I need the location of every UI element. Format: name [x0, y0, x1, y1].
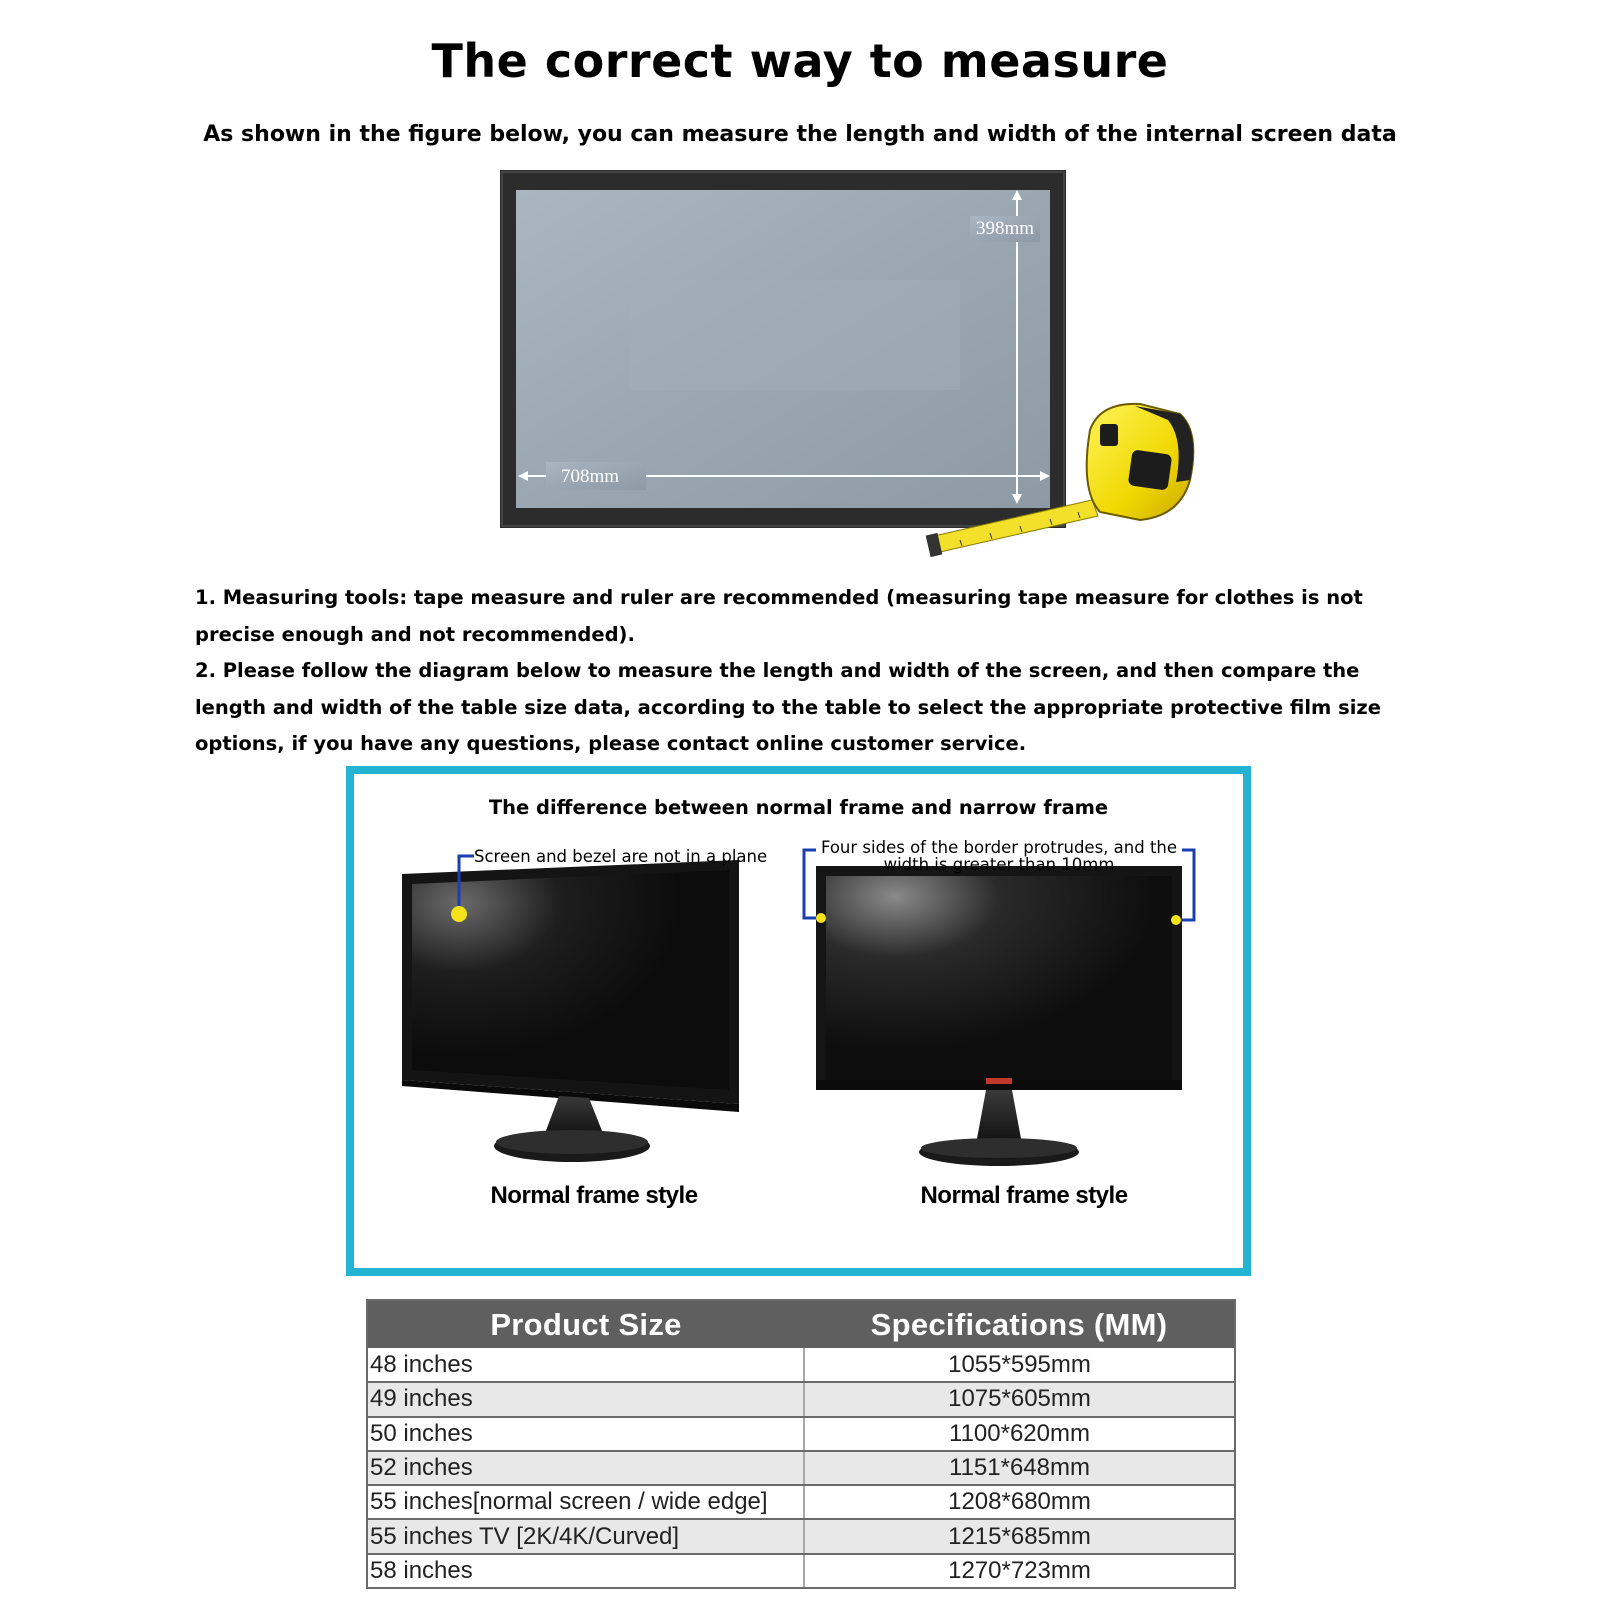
comparison-title: The difference between normal frame and narrow frame [488, 796, 1109, 819]
cell-specification: 1055*595mm [804, 1348, 1235, 1382]
page-subtitle: As shown in the figure below, you can measure the length and width of the internal screen data [203, 122, 1397, 147]
cell-specification: 1270*723mm [804, 1554, 1235, 1588]
table-header-row [367, 1300, 1235, 1348]
measurement-monitor-illustration [500, 170, 1240, 570]
page-title: The correct way to measure [431, 34, 1169, 88]
column-header-product-size: Product Size [367, 1300, 804, 1348]
left-monitor-caption: Normal frame style [490, 1182, 698, 1209]
table-row [367, 1519, 1235, 1553]
instruction-item-2: 2. Please follow the diagram below to measure the length and width of the screen, and then compare the length and width of the table size data, according to the table to select the appropriate protective film size options, if you have any questions, please contact online customer service. [195, 659, 1381, 755]
table-row [367, 1451, 1235, 1485]
column-header-specifications: Specifications (MM) [804, 1300, 1235, 1348]
cell-product-size: 50 inches [367, 1417, 804, 1451]
width-dimension-label: 708mm [560, 466, 620, 487]
measuring-instructions [195, 580, 1435, 763]
table-row [367, 1417, 1235, 1451]
height-dimension-label: 398mm [975, 218, 1035, 239]
cell-specification: 1208*680mm [804, 1485, 1235, 1519]
size-specification-table [366, 1299, 1236, 1589]
cell-product-size: 55 inches TV [2K/4K/Curved] [367, 1519, 804, 1553]
right-monitor-note: Four sides of the border protrudes, and the width is greater than 10mm [820, 838, 1178, 874]
cell-product-size: 49 inches [367, 1382, 804, 1416]
narrow-frame-monitor [804, 850, 1194, 1166]
cell-specification: 1151*648mm [804, 1451, 1235, 1485]
right-monitor-caption: Normal frame style [920, 1182, 1128, 1209]
right-edge-marker-dot [1171, 915, 1181, 925]
table-row [367, 1554, 1235, 1588]
frame-comparison-panel [346, 766, 1251, 1276]
left-monitor-note: Screen and bezel are not in a plane [474, 847, 768, 866]
normal-frame-monitor [402, 856, 739, 1162]
table-row [367, 1485, 1235, 1519]
cell-product-size: 48 inches [367, 1348, 804, 1382]
cell-product-size: 52 inches [367, 1451, 804, 1485]
instruction-item-1: 1. Measuring tools: tape measure and ruler are recommended (measuring tape measure for clothes is not precise enough and not recommended). [195, 586, 1363, 646]
cell-specification: 1100*620mm [804, 1417, 1235, 1451]
cell-product-size: 55 inches[normal screen / wide edge] [367, 1485, 804, 1519]
cell-specification: 1215*685mm [804, 1519, 1235, 1553]
table-row [367, 1382, 1235, 1416]
cell-product-size: 58 inches [367, 1554, 804, 1588]
left-edge-marker-dot [816, 913, 826, 923]
bezel-marker-dot [451, 906, 467, 922]
table-row [367, 1348, 1235, 1382]
cell-specification: 1075*605mm [804, 1382, 1235, 1416]
